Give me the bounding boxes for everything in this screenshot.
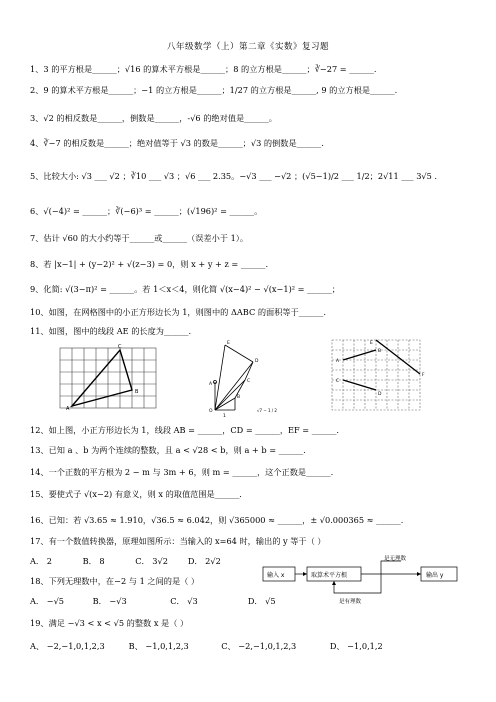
question-number: 7、: [30, 233, 44, 243]
dashed-grid-figure: [330, 338, 435, 412]
question-text: 如上图，小正方形边长为 1，线段 AB = ______，CD = ______，EF = ______.: [48, 425, 339, 435]
question-2: [30, 84, 397, 96]
question-text: 已知 a 、b 为两个连续的整数，且 a < √28 < b，则 a + b = ______.: [48, 445, 306, 455]
question-number: 3、: [30, 113, 44, 123]
question-12: [30, 424, 339, 436]
q17-choices: [30, 556, 238, 567]
q19-choices: [30, 641, 410, 652]
question-number: 13、: [30, 445, 49, 455]
q19-choice-b[interactable]: B、 −1,0,1,2,3: [128, 641, 189, 651]
dashed-label-a: A: [336, 359, 340, 364]
question-text: ∛−7 的相反数是______；绝对值等于 √3 的数是______；√3 的倒数是______.: [43, 138, 324, 148]
question-number: 10、: [30, 307, 49, 317]
grid-label-a: A: [66, 406, 70, 411]
q18-choice-b[interactable]: B． −√3: [92, 596, 127, 606]
question-9: [30, 283, 340, 295]
question-text: 估计 √60 的大小约等于______或______（误差小于 1）。: [43, 233, 249, 243]
spiral-label-c: C: [247, 379, 251, 384]
question-text: 下列无理数中，在−2 与 1 之间的是（ ）: [48, 576, 200, 586]
spiral-label-e: E: [227, 341, 230, 346]
question-5: [30, 170, 437, 182]
flow-irrational-label: 是无理数: [384, 556, 407, 562]
q18-choice-d[interactable]: D． √5: [247, 596, 276, 606]
question-17: [30, 535, 326, 547]
question-text: 3 的平方根是______；√16 的算术平方根是______；8 的立方根是______；∛−27 = ______.: [43, 64, 377, 74]
grid-label-c: C: [118, 344, 122, 350]
question-15: [30, 488, 242, 500]
spiral-label-d: D: [255, 359, 259, 364]
question-number: 17、: [30, 536, 49, 546]
spiral-label-o: O: [209, 409, 213, 414]
question-text: 已知：若 √3.65 ≈ 1.910，√36.5 ≈ 6.042，则 √365000 ≈ ______，± √0.000365 ≈ ______.: [48, 515, 404, 525]
question-text: 化简: √(3−π)² = ______。若 1＜x＜4，则化简 √(x−4)² − √(x−1)² = ______；: [43, 284, 340, 294]
question-number: 14、: [30, 467, 49, 477]
page-title: 八年级数学（上）第二章《实数》复习题: [166, 42, 329, 52]
question-text: 要使式子 √(x−2) 有意义，则 x 的取值范围是______.: [48, 489, 242, 499]
question-number: 15、: [30, 489, 49, 499]
question-text: √(−4)² = ______；∛(−6)³ = ______；(√196)² = ______。: [43, 206, 263, 216]
question-text: 若 |x−1| + (y−2)² + √(z−3) = 0，则 x + y + z = ______.: [43, 259, 269, 269]
question-text: 如图，图中的线段 AE 的长度为______.: [48, 326, 192, 336]
question-number: 1、: [30, 64, 44, 74]
spiral-label-a: A: [209, 382, 213, 387]
question-number: 11、: [30, 326, 49, 336]
question-6: [30, 205, 262, 217]
spiral-label-b: B: [237, 395, 241, 400]
spiral-answer: √7 − 1 / 2: [257, 408, 277, 413]
question-number: 6、: [30, 206, 44, 216]
question-text: 如图，在网格图中的小正方形边长为 1，则图中的 ΔABC 的面积等于______.: [48, 307, 326, 317]
dashed-label-e: E: [370, 341, 373, 346]
question-7: [30, 232, 248, 244]
question-text: 9 的算术平方根是______；−1 的立方根是______；1/27 的立方根是______, 9 的立方根是______.: [43, 85, 398, 95]
question-text: 一个正数的平方根为 2 − m 与 3m + 6，则 m = ______，这个正数是______.: [48, 467, 334, 477]
question-18: [30, 575, 199, 587]
grid-label-b: B: [135, 389, 139, 395]
question-text: √2 的相反数是______，倒数是______，-√6 的绝对值是______。: [43, 113, 277, 123]
question-number: 9、: [30, 284, 44, 294]
question-1: [30, 63, 376, 75]
question-14: [30, 466, 333, 478]
question-10: [30, 306, 326, 318]
question-11: [30, 325, 191, 337]
question-8: [30, 258, 268, 270]
question-number: 8、: [30, 259, 44, 269]
question-number: 4、: [30, 138, 44, 148]
flow-output-label: 输出 y: [426, 572, 444, 579]
dashed-label-c: C: [336, 379, 340, 384]
question-text: 比较大小: √3 ___ √2 ；∛10 ___ √3 ；√6 ___ 2.35。−√3 ___ −√2 ；(√5−1)/2 ___ 1/2；2√11 ___ 3√5 .: [43, 171, 438, 181]
flow-input-label: 输入 x: [267, 572, 285, 579]
question-number: 5、: [30, 171, 44, 181]
q17-choice-c[interactable]: C． 3√2: [135, 556, 168, 566]
dashed-label-b: B: [378, 349, 382, 354]
flow-rational-label: 是有理数: [339, 599, 362, 605]
grid-figure: [58, 343, 168, 411]
q19-choice-d[interactable]: D、 −1,0,1,2: [329, 641, 383, 651]
spiral-label-1: 1: [223, 414, 226, 419]
question-4: [30, 137, 324, 149]
question-number: 19、: [30, 618, 49, 628]
question-16: [30, 514, 403, 526]
question-number: 18、: [30, 576, 49, 586]
q17-choice-b[interactable]: B． 8: [82, 556, 105, 566]
question-13: [30, 444, 306, 456]
question-19: [30, 617, 188, 629]
q17-choice-d[interactable]: D． 2√2: [187, 556, 221, 566]
question-number: 16、: [30, 515, 49, 525]
flow-root-label: 取算术平方根: [311, 572, 348, 579]
question-number: 2、: [30, 85, 44, 95]
question-text: 满足 −√3 < x < √5 的整数 x 是（ ）: [48, 618, 189, 628]
dashed-label-f: F: [422, 373, 425, 378]
q17-choice-a[interactable]: A． 2: [30, 556, 52, 566]
q18-choices: [30, 596, 308, 607]
question-text: 有一个数值转换器，原理如图所示：当输入的 x=64 时，输出的 y 等于（ ）: [48, 536, 326, 546]
q18-choice-a[interactable]: A． −√5: [30, 596, 64, 606]
spiral-figure: [205, 340, 295, 420]
q18-choice-c[interactable]: C． √3: [170, 596, 198, 606]
q19-choice-c[interactable]: C、 −2,−1,0,1,2,3: [221, 641, 297, 651]
dashed-label-d: D: [378, 392, 382, 397]
question-3: [30, 112, 277, 124]
question-number: 12、: [30, 425, 49, 435]
q19-choice-a[interactable]: A、 −2,−1,0,1,2,3: [30, 641, 105, 651]
